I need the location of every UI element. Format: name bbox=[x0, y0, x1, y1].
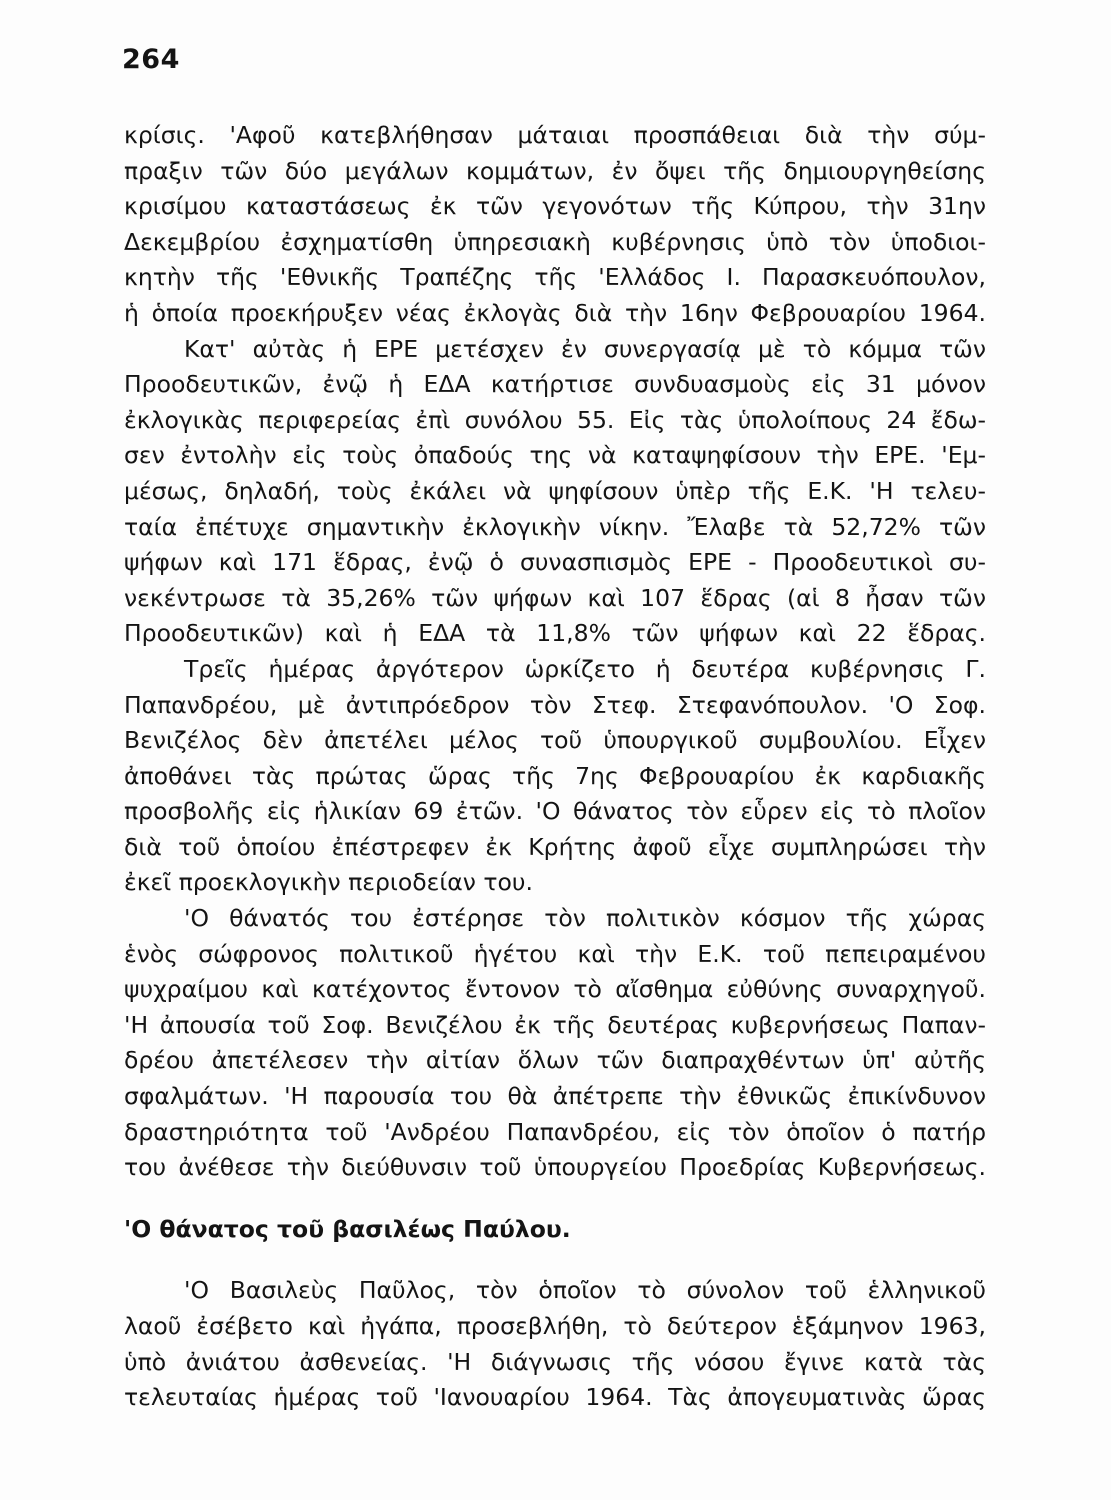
text-line: Δεκεμβρίου ἐσχηματίσθη ὑπηρεσιακὴ κυβέρνησις ὑπὸ τὸν ὑποδιοι- bbox=[124, 227, 986, 256]
text-line: ψυχραίμου καὶ κατέχοντος ἔντονον τὸ αἴσθημα εὐθύνης συναρχηγοῦ. bbox=[124, 975, 986, 1004]
text-line: σφαλμάτων. 'Η παρουσία του θὰ ἀπέτρεπε τὴν ἐθνικῶς ἐπικίνδυνον bbox=[124, 1082, 986, 1111]
text-line: 'Ο θάνατός του ἐστέρησε τὸν πολιτικὸν κόσμον τῆς χώρας bbox=[184, 904, 986, 933]
text-line: νεκέντρωσε τὰ 35,26% τῶν ψήφων καὶ 107 ἕδρας (αἱ 8 ἦσαν τῶν bbox=[124, 583, 986, 612]
text-line: ἐκλογικὰς περιφερείας ἐπὶ συνόλου 55. Εἰς τὰς ὑπολοίπους 24 ἔδω- bbox=[124, 405, 986, 434]
page-number: 264 bbox=[122, 44, 180, 75]
text-line: Παπανδρέου, μὲ ἀντιπρόεδρον τὸν Στεφ. Στεφανόπουλον. 'Ο Σοφ. bbox=[124, 690, 986, 719]
text-line: μέσως, δηλαδή, τοὺς ἐκάλει νὰ ψηφίσουν ὑπὲρ τῆς Ε.Κ. 'Η τελευ- bbox=[124, 476, 986, 505]
text-line: ψήφων καὶ 171 ἕδρας, ἐνῷ ὁ συνασπισμὸς ΕΡΕ - Προοδευτικοὶ συ- bbox=[124, 548, 986, 577]
text-line: δρέου ἀπετέλεσεν τὴν αἰτίαν ὅλων τῶν διαπραχθέντων ὑπ' αὐτῆς bbox=[124, 1046, 986, 1075]
text-line: ἡ ὁποία προεκήρυξεν νέας ἐκλογὰς διὰ τὴν 16ην Φεβρουαρίου 1964. bbox=[124, 298, 986, 327]
text-line: ἀποθάνει τὰς πρώτας ὥρας τῆς 7ης Φεβρουαρίου ἐκ καρδιακῆς bbox=[124, 761, 986, 790]
text-line: 'Ο Βασιλεὺς Παῦλος, τὸν ὁποῖον τὸ σύνολον τοῦ ἑλληνικοῦ bbox=[184, 1276, 986, 1305]
text-line: κρίσις. 'Αφοῦ κατεβλήθησαν μάταιαι προσπάθειαι διὰ τὴν σύμ- bbox=[124, 121, 986, 149]
text-line: τελευταίας ἡμέρας τοῦ 'Ιανουαρίου 1964. Τὰς ἀπογευματινὰς ὥρας bbox=[124, 1383, 986, 1412]
text-line: Τρεῖς ἡμέρας ἀργότερον ὡρκίζετο ἡ δευτέρα κυβέρνησις Γ. bbox=[184, 654, 986, 683]
text-line: Προοδευτικῶν) καὶ ἡ ΕΔΑ τὰ 11,8% τῶν ψήφων καὶ 22 ἕδρας. bbox=[124, 619, 986, 648]
text-line: κητὴν τῆς 'Εθνικῆς Τραπέζης τῆς 'Ελλάδος Ι. Παρασκευόπουλον, bbox=[124, 263, 986, 292]
text-line: σεν ἐντολὴν εἰς τοὺς ὀπαδούς της νὰ καταψηφίσουν τὴν ΕΡΕ. 'Εμ- bbox=[124, 441, 986, 470]
text-line: Βενιζέλος δὲν ἀπετέλει μέλος τοῦ ὑπουργικοῦ συμβουλίου. Εἶχεν bbox=[124, 726, 986, 755]
text-line: Προοδευτικῶν, ἐνῷ ἡ ΕΔΑ κατήρτισε συνδυασμοὺς εἰς 31 μόνον bbox=[124, 370, 986, 399]
text-line: ὑπὸ ἀνιάτου ἀσθενείας. 'Η διάγνωσις τῆς νόσου ἔγινε κατὰ τὰς bbox=[124, 1347, 986, 1376]
text-line: προσβολῆς εἰς ἡλικίαν 69 ἐτῶν. 'Ο θάνατος τὸν εὗρεν εἰς τὸ πλοῖον bbox=[124, 797, 986, 826]
text-line: ἐκεῖ προεκλογικὴν περιοδείαν του. bbox=[124, 868, 533, 897]
text-line: δραστηριότητα τοῦ 'Ανδρέου Παπανδρέου, εἰς τὸν ὁποῖον ὁ πατήρ bbox=[124, 1117, 986, 1146]
body-text bbox=[124, 118, 986, 1416]
text-line: διὰ τοῦ ὁποίου ἐπέστρεφεν ἐκ Κρήτης ἀφοῦ εἶχε συμπληρώσει τὴν bbox=[124, 832, 986, 861]
text-line: του ἀνέθεσε τὴν διεύθυνσιν τοῦ ὑπουργείου Προεδρίας Κυβερνήσεως. bbox=[124, 1153, 986, 1182]
text-line: κρισίμου καταστάσεως ἐκ τῶν γεγονότων τῆς Κύπρου, τὴν 31ην bbox=[124, 192, 986, 221]
text-line: ταία ἐπέτυχε σημαντικὴν ἐκλογικὴν νίκην. Ἔλαβε τὰ 52,72% τῶν bbox=[124, 512, 986, 541]
section-heading: 'Ο θάνατος τοῦ βασιλέως Παύλου. bbox=[124, 1214, 571, 1243]
text-line: 'Η ἀπουσία τοῦ Σοφ. Βενιζέλου ἐκ τῆς δευτέρας κυβερνήσεως Παπαν- bbox=[124, 1010, 986, 1039]
text-line: Κατ' αὐτὰς ἡ ΕΡΕ μετέσχεν ἐν συνεργασίᾳ μὲ τὸ κόμμα τῶν bbox=[184, 334, 986, 363]
text-line: ἑνὸς σώφρονος πολιτικοῦ ἡγέτου καὶ τὴν Ε.Κ. τοῦ πεπειραμένου bbox=[124, 939, 986, 968]
text-line: λαοῦ ἐσέβετο καὶ ἠγάπα, προσεβλήθη, τὸ δεύτερον ἑξάμηνον 1963, bbox=[124, 1312, 986, 1340]
text-line: πραξιν τῶν δύο μεγάλων κομμάτων, ἐν ὄψει τῆς δημιουργηθείσης bbox=[124, 156, 986, 185]
